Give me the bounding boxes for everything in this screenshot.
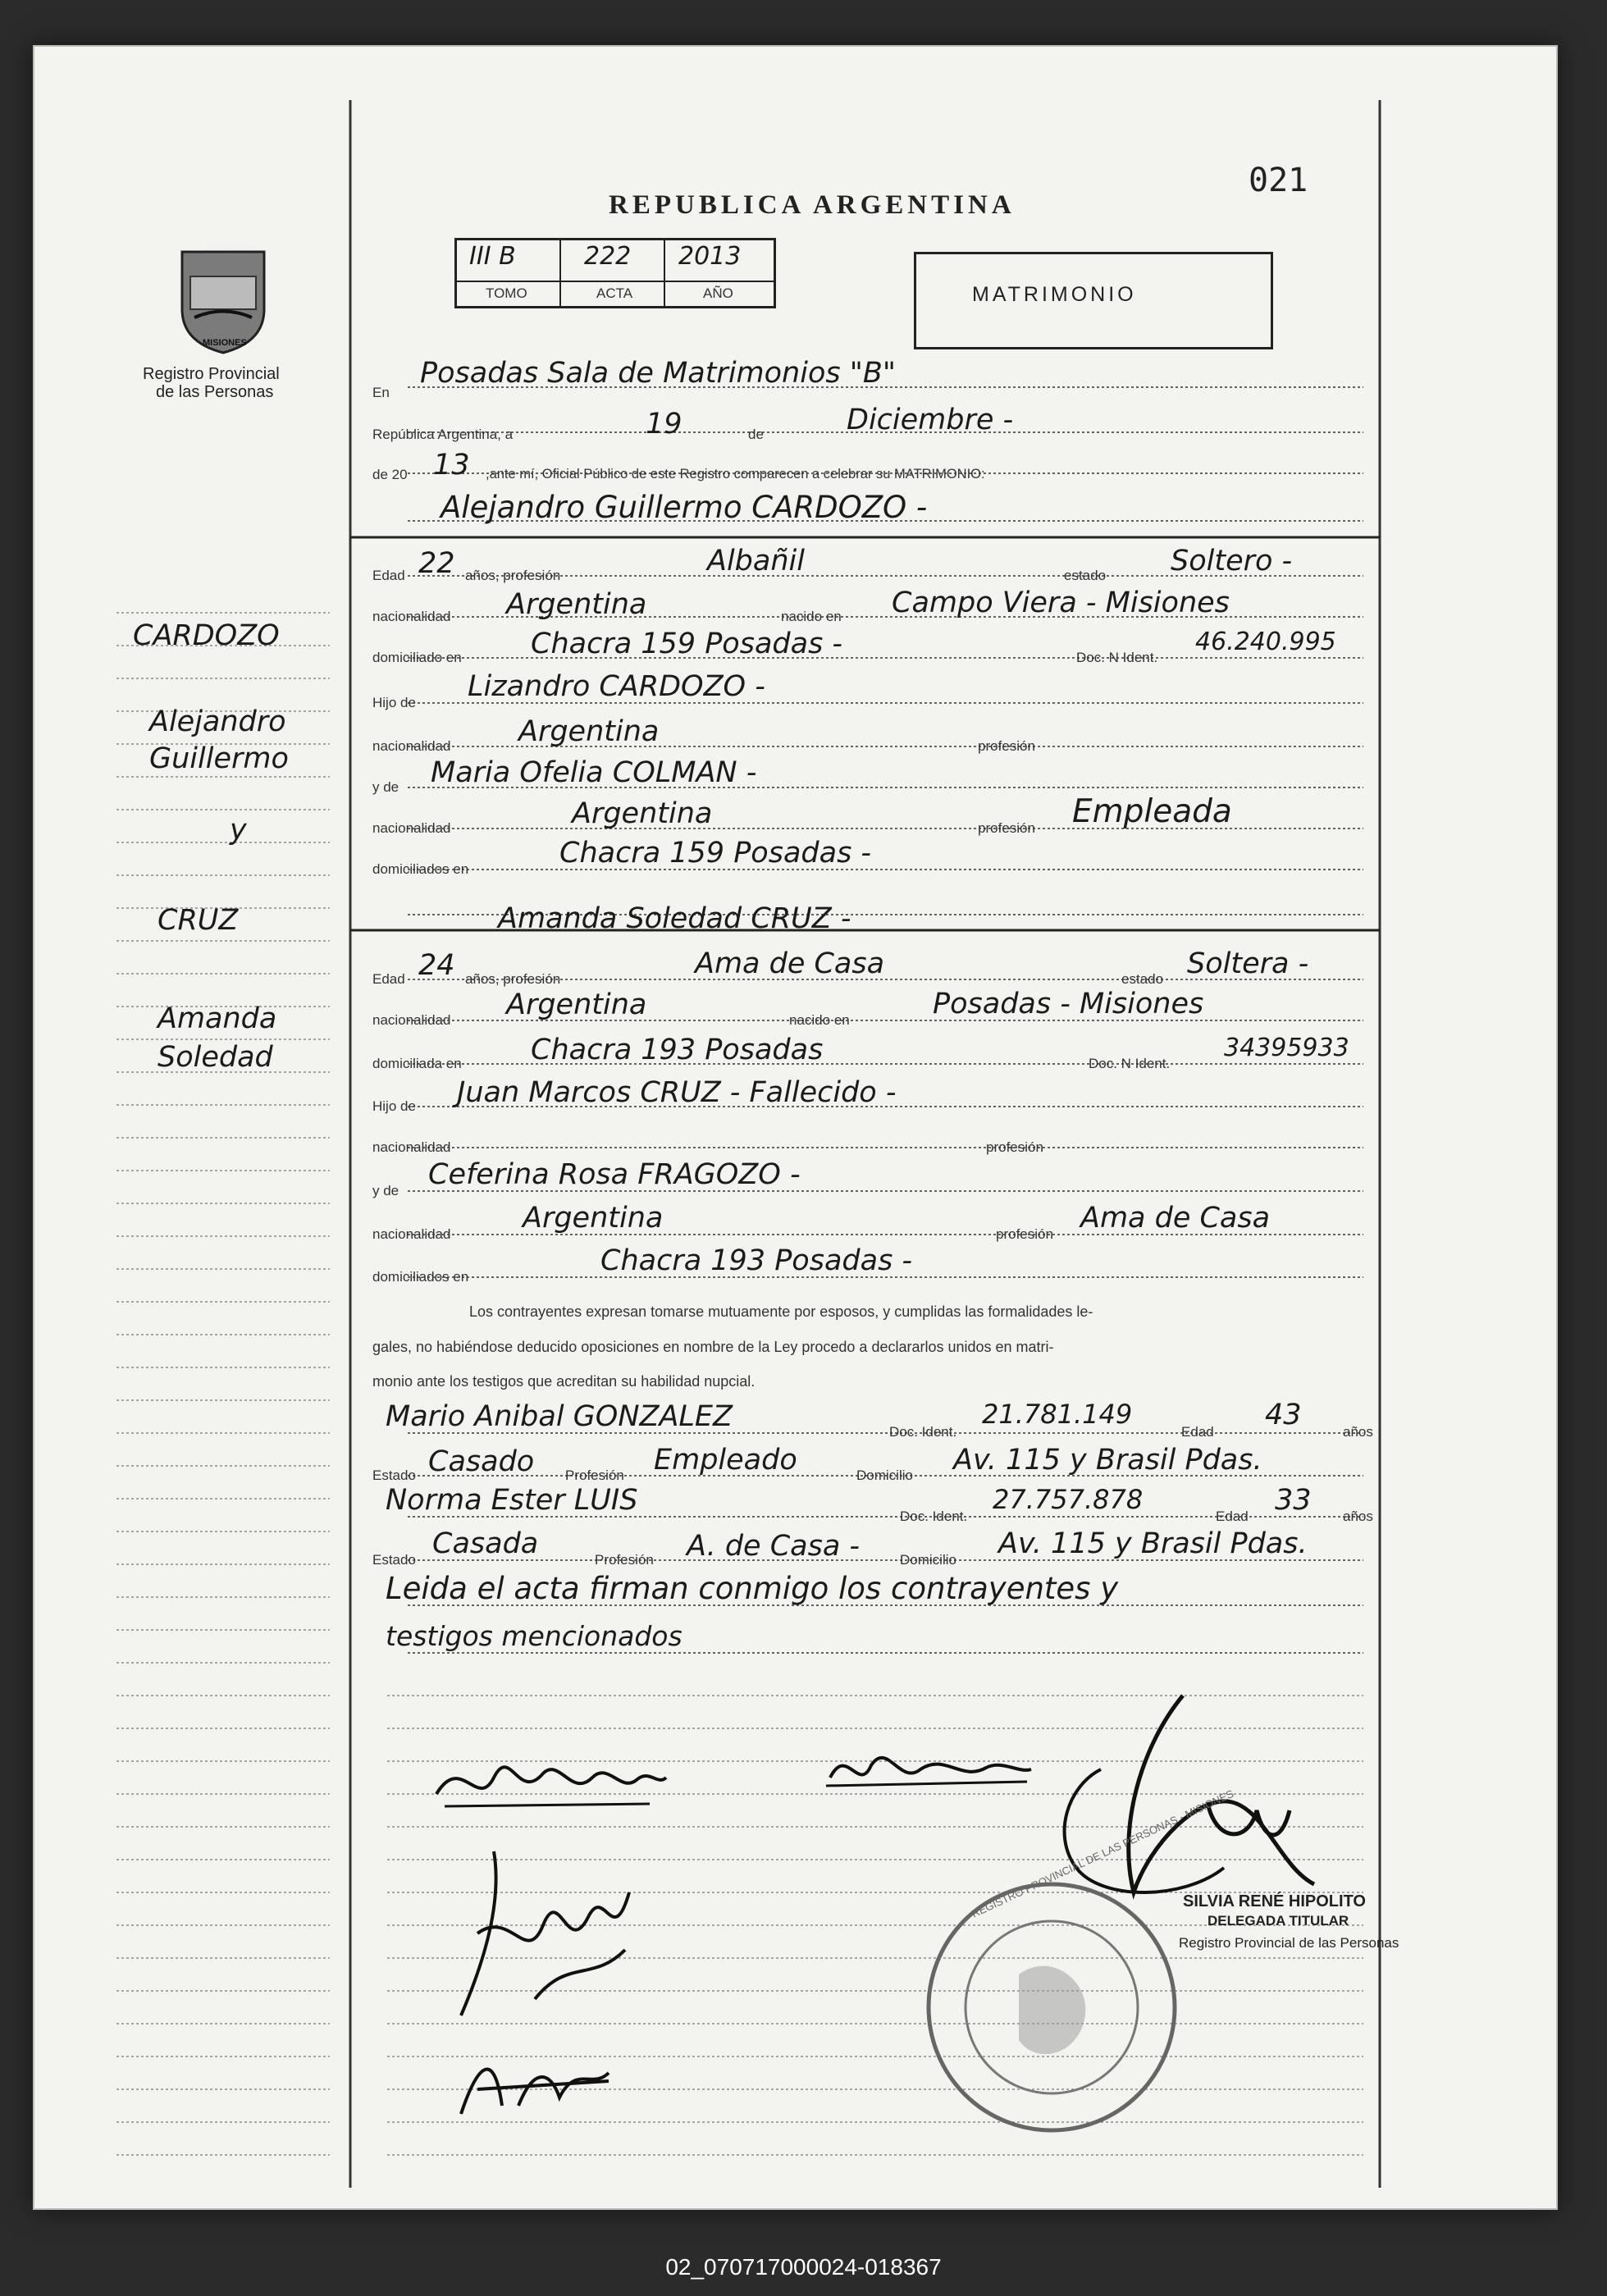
bride-estado: Soltera -: [1187, 947, 1309, 980]
official-office: Registro Provincial de las Personas: [1179, 1935, 1399, 1951]
declaration-line3: monio ante los testigos que acreditan su habilidad nupcial.: [372, 1373, 756, 1390]
provincial-coat-of-arms-icon: [174, 240, 272, 354]
comparecen-text: ,ante mí, Oficial Público de este Registro comparecen a celebrar su MATRIMONIO:: [486, 467, 985, 482]
tomo-label: TOMO: [486, 285, 527, 301]
margin-surname-1: CARDOZO: [133, 619, 280, 652]
round-stamp: [920, 1876, 1183, 2139]
page-number: 021: [1249, 162, 1308, 199]
groom-padre-nac: Argentina: [518, 715, 660, 748]
acta-label: ACTA: [596, 285, 633, 301]
witness1-anos-label: años: [1343, 1424, 1373, 1440]
bride-signature: [822, 1737, 1035, 1802]
witness2-edad: 33: [1275, 1484, 1312, 1517]
emblem-bottom-text: MISIONES: [203, 338, 247, 348]
year-suffix: 13: [433, 449, 470, 482]
bride-padre-nac-label: nacionalidad: [372, 1139, 451, 1155]
witness1-prof: Empleado: [654, 1444, 797, 1477]
groom-padres-dom: Chacra 159 Posadas -: [559, 837, 872, 870]
witness1-estado-label: Estado: [372, 1468, 416, 1483]
round-stamp-text: REGISTRO PROVINCIAL DE LAS PERSONAS - MISIONES: [970, 1787, 1236, 1920]
ano-label: AÑO: [703, 285, 733, 301]
official-name: SILVIA RENÉ HIPOLITO: [1183, 1892, 1366, 1910]
bride-yde-label: y de: [372, 1183, 399, 1198]
bride-padres-dom-label: domiciliados en: [372, 1269, 469, 1285]
margin-surname-2: CRUZ: [158, 904, 239, 937]
bride-nacido-label: nacido en: [789, 1012, 850, 1028]
witness2-estado: Casada: [432, 1527, 539, 1560]
en-label: En: [372, 385, 390, 400]
bride-madre: Ceferina Rosa FRAGOZO -: [428, 1158, 801, 1191]
official-role: DELEGADA TITULAR: [1208, 1913, 1349, 1929]
witness1-prof-label: Profesión: [565, 1468, 624, 1483]
registry-line1: Registro Provincial: [143, 365, 280, 383]
margin-conj: y: [230, 814, 247, 847]
groom-madre: Maria Ofelia COLMAN -: [431, 756, 757, 789]
witness2-estado-label: Estado: [372, 1552, 416, 1568]
bride-edad-label: Edad: [372, 971, 405, 987]
bride-dom-label: domiciliada en: [372, 1056, 462, 1071]
registry-line2: de las Personas: [156, 383, 274, 401]
groom-madre-prof-label: profesión: [978, 820, 1035, 836]
witness1-edad-label: Edad: [1181, 1424, 1214, 1440]
witness2-doc-label: Doc. Ident.: [900, 1509, 968, 1524]
witness1-name: Mario Anibal GONZALEZ: [386, 1400, 733, 1433]
bride-doc: 34395933: [1224, 1034, 1349, 1062]
witness2-doc: 27.757.878: [993, 1484, 1144, 1515]
margin-given-2a: Amanda: [158, 1002, 277, 1035]
groom-padres-dom-label: domiciliados en: [372, 861, 469, 877]
month-value: Diciembre -: [847, 404, 1014, 436]
groom-padre: Lizandro CARDOZO -: [468, 670, 765, 703]
margin-given-2b: Soledad: [158, 1041, 273, 1074]
groom-yde-label: y de: [372, 779, 399, 795]
acta-value: 222: [584, 242, 632, 271]
witness1-doc-label: Doc. Ident.: [889, 1424, 957, 1440]
witness2-dom: Av. 115 y Brasil Pdas.: [998, 1527, 1308, 1560]
de-label: de: [748, 427, 764, 442]
witness1-signature: [445, 1835, 658, 2032]
groom-estado: Soltero -: [1171, 545, 1293, 577]
groom-madre-nac: Argentina: [572, 797, 713, 830]
witness2-prof: A. de Casa -: [687, 1530, 861, 1563]
witness1-edad: 43: [1265, 1399, 1302, 1431]
groom-dom-label: domiciliado en: [372, 650, 462, 665]
witness1-doc: 21.781.149: [982, 1399, 1133, 1430]
groom-madre-nac-label: nacionalidad: [372, 820, 451, 836]
record-type: MATRIMONIO: [972, 283, 1137, 306]
day-value: 19: [646, 408, 683, 440]
witness2-name: Norma Ester LUIS: [386, 1484, 638, 1517]
groom-nacido-label: nacido en: [781, 609, 842, 624]
bride-edad: 24: [418, 949, 455, 982]
bride-madre-prof-label: profesión: [996, 1226, 1053, 1242]
witness1-dom-label: Domicilio: [856, 1468, 913, 1483]
bride-name: Amanda Soledad CRUZ -: [498, 902, 851, 935]
groom-profesion: Albañil: [707, 545, 805, 577]
groom-hijo-label: Hijo de: [372, 695, 416, 710]
emblem-top-text: PROVINCIA DE: [207, 244, 260, 252]
groom-nac: Argentina: [506, 588, 647, 621]
witness2-prof-label: Profesión: [595, 1552, 654, 1568]
country-title: REPUBLICA ARGENTINA: [609, 190, 1016, 220]
groom-padre-nac-label: nacionalidad: [372, 738, 451, 754]
bride-anos-label: años, profesión: [465, 971, 561, 987]
bride-profesion: Ama de Casa: [695, 947, 885, 980]
witness1-dom: Av. 115 y Brasil Pdas.: [953, 1444, 1262, 1477]
declaration-line2: gales, no habiéndose deducido oposiciones en nombre de la Ley procedo a declararlos unidos en matri-: [372, 1339, 1054, 1355]
bride-hijo-label: Hijo de: [372, 1098, 416, 1114]
bride-madre-nac: Argentina: [523, 1202, 664, 1235]
bride-madre-prof: Ama de Casa: [1080, 1202, 1271, 1235]
witness2-edad-label: Edad: [1216, 1509, 1249, 1524]
groom-anos-label: años, profesión: [465, 568, 561, 583]
bride-padre: Juan Marcos CRUZ - Fallecido -: [457, 1076, 897, 1109]
bride-madre-nac-label: nacionalidad: [372, 1226, 451, 1242]
groom-edad: 22: [418, 547, 455, 580]
margin-given-1b: Guillermo: [149, 742, 289, 775]
bride-estado-label: estado: [1121, 971, 1164, 987]
en-value: Posadas Sala de Matrimonios "B": [420, 357, 896, 390]
declaration-line1: Los contrayentes expresan tomarse mutuamente por esposos, y cumplidas las formalidades le-: [469, 1303, 1093, 1320]
bride-padres-dom: Chacra 193 Posadas -: [600, 1244, 913, 1277]
ano-value: 2013: [678, 242, 742, 271]
republica-label: República Argentina, a: [372, 427, 514, 442]
bride-nac-label: nacionalidad: [372, 1012, 451, 1028]
register-page: [33, 45, 1558, 2210]
closing-line2: testigos mencionados: [386, 1620, 683, 1652]
groom-nac-label: nacionalidad: [372, 609, 451, 624]
groom-doc: 46.240.995: [1195, 628, 1336, 656]
tomo-value: III B: [469, 242, 516, 271]
witness2-anos-label: años: [1343, 1509, 1373, 1524]
groom-edad-label: Edad: [372, 568, 405, 583]
groom-padre-prof-label: profesión: [978, 738, 1035, 754]
groom-madre-prof: Empleada: [1072, 793, 1232, 830]
groom-nacido: Campo Viera - Misiones: [892, 587, 1230, 619]
witness2-dom-label: Domicilio: [900, 1552, 956, 1568]
bride-padre-prof-label: profesión: [986, 1139, 1043, 1155]
footer-code: 02_070717000024-018367: [665, 2254, 942, 2280]
witness1-estado: Casado: [428, 1445, 535, 1478]
bride-nac: Argentina: [506, 988, 647, 1021]
bride-dom: Chacra 193 Posadas: [531, 1034, 824, 1066]
bride-doc-label: Doc. N Ident.: [1089, 1056, 1171, 1071]
witness2-signature: [445, 2032, 633, 2130]
groom-name: Alejandro Guillermo CARDOZO -: [441, 490, 928, 525]
closing-line1: Leida el acta firman conmigo los contrayentes y: [386, 1571, 1119, 1606]
year-prefix: de 20: [372, 467, 408, 482]
groom-signature: [428, 1728, 674, 1835]
groom-doc-label: Doc. N Ident.: [1076, 650, 1158, 665]
margin-given-1a: Alejandro: [149, 705, 286, 738]
groom-estado-label: estado: [1064, 568, 1107, 583]
groom-dom: Chacra 159 Posadas -: [531, 628, 843, 660]
bride-nacido: Posadas - Misiones: [933, 988, 1204, 1020]
